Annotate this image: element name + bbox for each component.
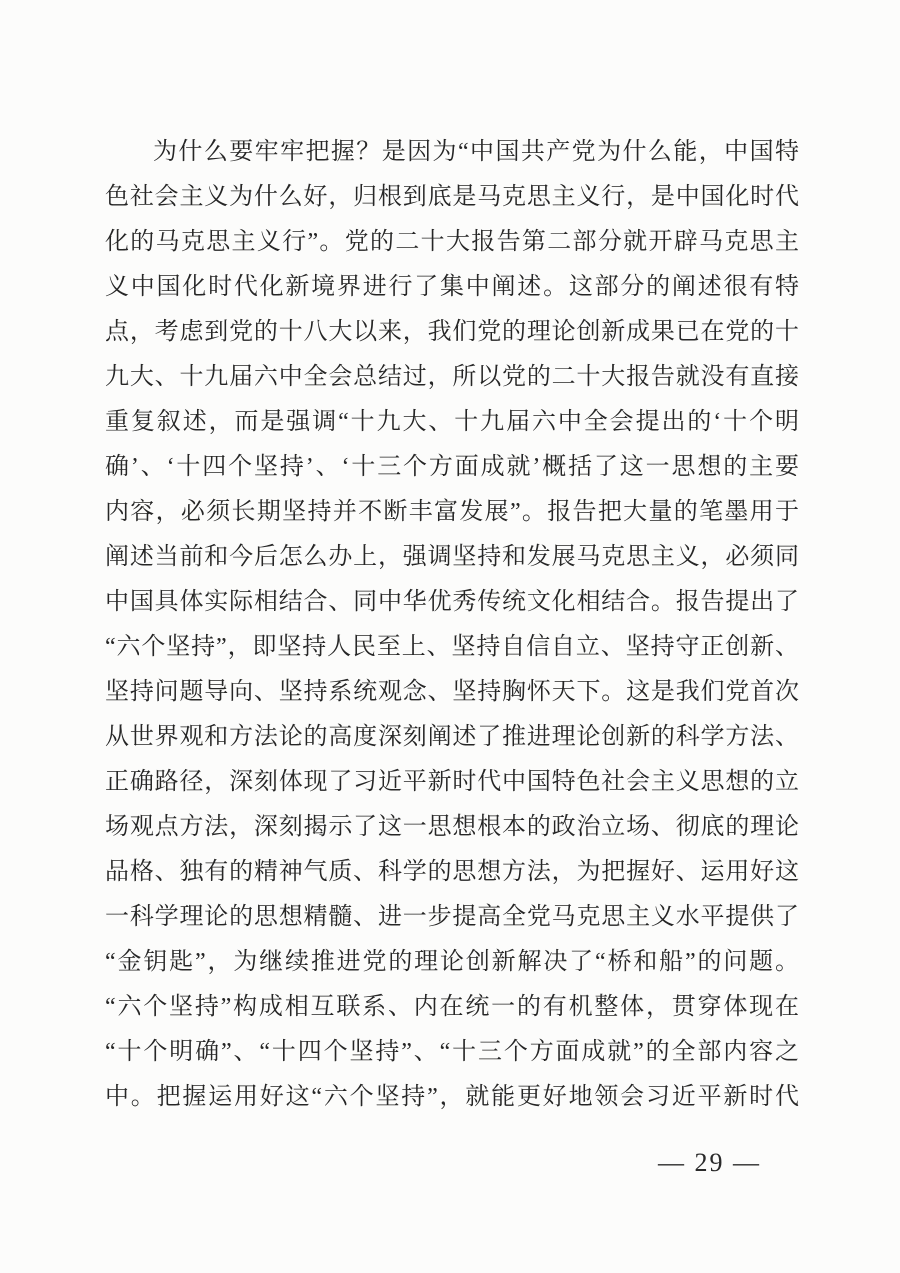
text-line: 化的马克思主义行”。党的二十大报告第二部分就开辟马克思主 — [105, 229, 799, 255]
text-line: 一科学理论的思想精髓、进一步提高全党马克思主义水平提供了 — [105, 904, 799, 930]
text-line: 场观点方法，深刻揭示了这一思想根本的政治立场、彻底的理论 — [105, 814, 799, 840]
text-line: 确’、‘十四个坚持’、‘十三个方面成就’概括了这一思想的主要 — [105, 454, 799, 480]
text-line: 阐述当前和今后怎么办上，强调坚持和发展马克思主义，必须同 — [105, 544, 799, 570]
text-line: 品格、独有的精神气质、科学的思想方法，为把握好、运用好这 — [105, 859, 799, 885]
text-line: 点，考虑到党的十八大以来，我们党的理论创新成果已在党的十 — [105, 319, 799, 345]
text-line: 重复叙述，而是强调“十九大、十九届六中全会提出的‘十个明 — [105, 409, 799, 435]
text-line: 内容，必须长期坚持并不断丰富发展”。报告把大量的笔墨用于 — [105, 499, 799, 525]
text-line: 九大、十九届六中全会总结过，所以党的二十大报告就没有直接 — [105, 364, 799, 390]
text-line: “六个坚持”，即坚持人民至上、坚持自信自立、坚持守正创新、 — [105, 634, 799, 660]
text-line: 正确路径，深刻体现了习近平新时代中国特色社会主义思想的立 — [105, 769, 799, 795]
text-line: 义中国化时代化新境界进行了集中阐述。这部分的阐述很有特 — [105, 274, 799, 300]
text-line: “金钥匙”，为继续推进党的理论创新解决了“桥和船”的问题。 — [105, 949, 799, 975]
text-line: 从世界观和方法论的高度深刻阐述了推进理论创新的科学方法、 — [105, 724, 799, 750]
text-line: “六个坚持”构成相互联系、内在统一的有机整体，贯穿体现在 — [105, 994, 799, 1020]
text-line: 为什么要牢牢把握？是因为“中国共产党为什么能，中国特 — [153, 139, 799, 165]
body-paragraph — [105, 130, 799, 1120]
text-line: 中。把握运用好这“六个坚持”，就能更好地领会习近平新时代 — [105, 1084, 799, 1110]
text-line: 色社会主义为什么好，归根到底是马克思主义行，是中国化时代 — [105, 184, 799, 210]
text-line: 坚持问题导向、坚持系统观念、坚持胸怀天下。这是我们党首次 — [105, 679, 799, 705]
page-number: — 29 — — [658, 1148, 761, 1177]
text-line: “十个明确”、“十四个坚持”、“十三个方面成就”的全部内容之 — [105, 1039, 799, 1065]
text-line: 中国具体实际相结合、同中华优秀传统文化相结合。报告提出了 — [105, 589, 799, 615]
